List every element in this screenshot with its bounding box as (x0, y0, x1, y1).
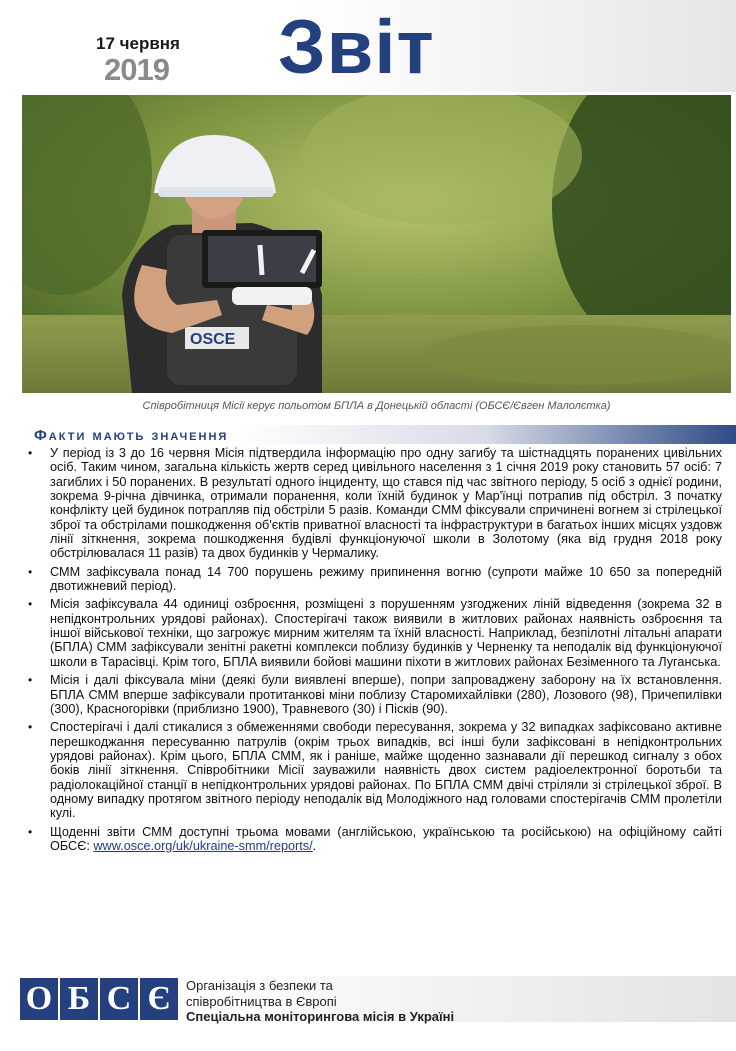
logo-letter: Б (60, 978, 98, 1020)
page-title: Звіт (278, 5, 435, 90)
list-item (24, 565, 722, 594)
bullet-icon: • (28, 720, 33, 735)
list-item-text: Спостерігачі і далі стикалися з обмеженнями свободи пересування, зокрема у 32 випадках зафіксовано активне перешкоджання пересуванню патрулів (окрім трьох випадків, всі інші були зафіксовані в непідконтрольних урядові районах). Крім цього, БПЛА СММ, як і раніше, майже щоденно зазнавали дії перешкод сигналу з обох боків лінії зіткнення. Співробітники Місії зауважили наявність двох систем радіоелектронної боротьби та радіолокаційної станції в непідконтрольних урядові районах. По БПЛА СММ двічі стріляли зі стрілецької зброї. В одному випадку протягом звітного періоду неподалік від Молодіжного над головами спостерігачів СММ пролетіли кулі. (50, 720, 722, 821)
list-item-text: У період із 3 до 16 червня Місія підтвердила інформацію про одну загибу та шістнадцять поранених цивільних осіб. Таким чином, загальна кількість жертв серед цивільного населення з 1 січня 2019 року становить 57 осіб: 7 загиблих і 50 поранених. В результаті одного інциденту, що стався під час звітного періоду, 5 осіб з однієї родини, зокрема 9-річна дівчинка, отримали поранення, коли їхній будинок у Мар'їнці потрапив під обстріл. З початку конфлікту цей будинок потрапляв під обстріли 5 разів. Команди СММ фіксували спричинені вогнем зі стрілецької зброї та обстрілами пошкодження об'єктів приватної власності та інфраструктури в багатьох інших місцях уздовж лінії зіткнення, зокрема пошкодження будівлі функціонуючої школи в Золотому (яка від грудня 2018 року обстрілювалася 11 разів) та двох будинків у Чермалику. (50, 446, 722, 561)
facts-list (24, 446, 722, 857)
list-item (24, 673, 722, 716)
osce-logo (20, 978, 178, 1020)
reports-link[interactable]: www.osce.org/uk/ukraine-smm/reports/ (93, 838, 313, 853)
svg-text:OSCE: OSCE (190, 331, 236, 348)
logo-letter: С (100, 978, 138, 1020)
list-item (24, 446, 722, 561)
bullet-icon: • (28, 824, 33, 839)
list-item-suffix: . (312, 838, 317, 853)
photo-caption: Співробітниця Місії керує польотом БПЛА в Донецькій області (ОБСЄ/Євген Малолєтка) (142, 400, 611, 412)
list-item (24, 720, 722, 820)
report-date-year: 2019 (104, 52, 169, 87)
list-item (24, 825, 722, 854)
section-title: Факти мають значення (34, 427, 229, 444)
list-item-text: Місія зафіксувала 44 одиниці озброєння, розміщені з порушенням узгоджених ліній відведення (зокрема 32 в непідконтрольних урядові районах). Спостерігачі також виявили в житлових районах наявність озброєння та іншої військової техніки, що загрожує мирним жителям та їхній власності. Наприклад, безпілотні літальні апарати (БПЛА) СММ зафіксували зенітні ракетні комплекси поблизу будинків у Черненку та неподалік від функціонуючої школи в Тарасівці. Крім того, БПЛА виявили бойові машини піхоти в житлових районах Безіменного та Луганська. (50, 597, 722, 669)
org-name-line2: співробітництва в Європі (186, 994, 337, 1009)
logo-letter: Є (140, 978, 178, 1020)
list-item-text: Місія і далі фіксувала міни (деякі були виявлені вперше), попри запроваджену заборону на їх встановлення. БПЛА СММ вперше зафіксували протитанкові міни поблизу Старомихайлівки (280), Лозового (98), Причепилівки (300), Красногорівки (приблизно 1900), Травневого (30) і Пісків (90). (50, 673, 722, 716)
logo-letter: О (20, 978, 58, 1020)
org-name-line1: Організація з безпеки та (186, 978, 333, 993)
mission-name: Спеціальна моніторингова місія в Україні (186, 1009, 455, 1024)
bullet-icon: • (28, 564, 33, 579)
bullet-icon: • (28, 597, 33, 612)
list-item-text: СММ зафіксувала понад 14 700 порушень режиму припинення вогню (супроти майже 10 650 за попередній двотижневий період). (50, 564, 722, 594)
bullet-icon: • (28, 446, 33, 460)
list-item (24, 597, 722, 669)
list-item-text: Щоденні звіти СММ доступні трьома мовами (англійською, українською та російською) на офіційному сайті ОБСЄ: (50, 824, 722, 853)
bullet-icon: • (28, 673, 33, 688)
report-date-day: 17 червня (96, 34, 180, 53)
hero-photo (22, 95, 731, 393)
